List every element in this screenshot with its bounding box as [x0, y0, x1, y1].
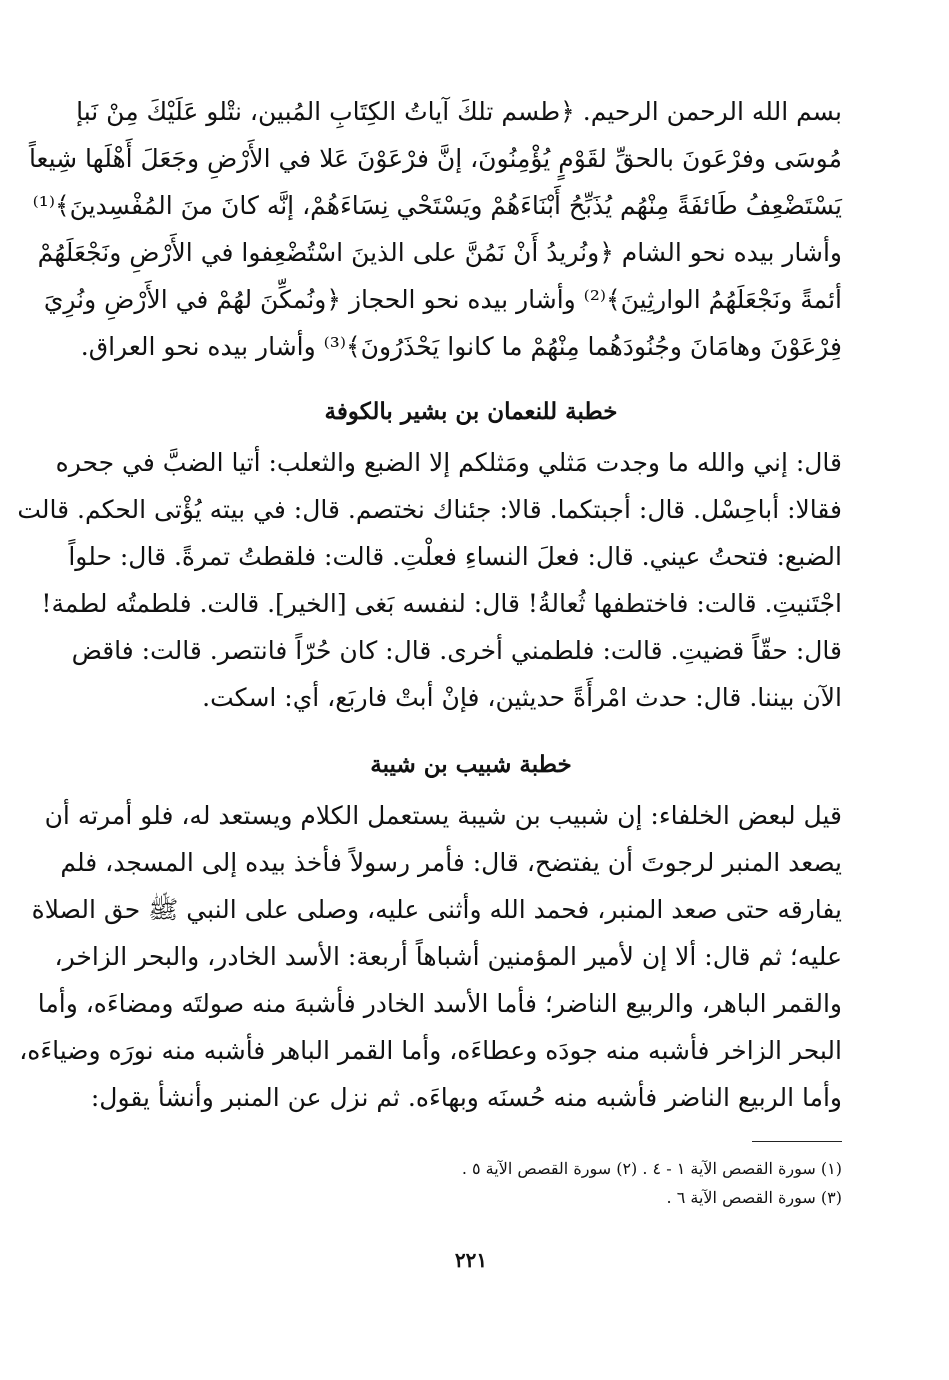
section-heading-shabib: خطبة شبيب بن شيبة: [370, 751, 572, 778]
text-line: مُوسَى وفرْعَونَ بالحقِّ لقَوْمٍ يُؤْمِنُونَ، إنَّ فرْعَوْنَ عَلا في الأَرْضِ وجَعَلَ أَهْلَها شِيعاً: [28, 144, 842, 173]
page-number: ٢٢١: [454, 1248, 488, 1272]
text-line: أئمةً ونَجْعَلَهُمُ الوارثِينَ﴾⁽²⁾ وأشار بيده نحو الحجاز ﴿ونُمكِّنَ لهُمْ في الأَرْضِ ونُرِيَ: [43, 285, 842, 314]
document-page: [17, 88, 842, 1272]
text-line: وأشار بيده نحو الشام ﴿ونُريدُ أَنْ نَمُنَّ على الذينَ اسْتُضْعِفوا في الأَرْضِ ونَجْعَلَهُمْ: [37, 238, 842, 267]
text-line: فِرْعَوْنَ وهامَانَ وجُنُودَهُما مِنْهُمْ ما كانوا يَحْذَرُونَ﴾⁽³⁾ وأشار بيده نحو العراق.: [80, 332, 842, 361]
text-line: والقمر الباهر، والربيع الناضر؛ فأما الأسد الخادر فأشبهَ منه صولتَه ومضاءَه، وأما: [37, 989, 842, 1018]
text-line: وأما الربيع الناضر فأشبه منه حُسنَه وبهاءَه. ثم نزل عن المنبر وأنشأ يقول:: [90, 1083, 842, 1112]
text-line: قيل لبعض الخلفاء: إن شبيب بن شيبة يستعمل الكلام ويستعد له، فلو أمرته أن: [44, 801, 842, 830]
footnote-line: (١) سورة القصص الآية ١ - ٤ . (٢) سورة القصص الآية ٥ .: [461, 1159, 842, 1178]
text-line: الآن بيننا. قال: حدث امْرأَةً حديثين، فإنْ أبتْ فاربَع، أي: اسكت.: [202, 683, 842, 712]
text-line: فقالا: أباحِسْل. قال: أجبتكما. قالا: جئناك نختصم. قال: في بيته يُؤْتى الحكم. قالت: [17, 495, 842, 524]
text-line: يفارقه حتى صعد المنبر، فحمد الله وأثنى عليه، وصلى على النبي ﷺ حق الصلاة: [31, 895, 842, 924]
text-line: البحر الزاخر فأشبه منه جودَه وعطاءَه، وأما القمر الباهر فأشبه منه نورَه وضياءَه،: [19, 1036, 842, 1065]
text-line: يصعد المنبر لرجوتَ أن يفتضح، قال: فأمر رسولاً فأخذ بيده إلى المسجد، فلم: [60, 848, 842, 877]
text-line: عليه؛ ثم قال: ألا إن لأمير المؤمنين أشباهاً أربعة: الأسد الخادر، والبحر الزاخر،: [54, 942, 842, 971]
text-line: بسم الله الرحمن الرحيم. ﴿طسم تلكَ آياتُ الكِتَابِ المُبين، نتْلو عَلَيْكَ مِنْ نَبإ: [76, 97, 842, 126]
footnote-line: (٣) سورة القصص الآية ٦ .: [666, 1188, 842, 1207]
text-line: يَسْتَضْعِفُ طَائفَةً مِنْهُم يُذَبِّحُ أَبْنَاءَهُمْ ويَسْتَحْي نِسَاءَهُمْ، إنَّه كانَ منَ المُفْسِدينَ﴾⁽¹⁾: [32, 191, 842, 220]
text-line: اجْتَنيتِ. قالت: فاختطفها ثُعالةُ! قال: لنفسه بَغى [الخير]. قالت. فلطمتُه لطمة!: [41, 589, 842, 618]
text-line: الضبع: فتحتُ عيني. قال: فعلَ النساءِ فعلْتِ. قالت: فلقطتُ تمرةً. قال: حلواً: [68, 542, 842, 571]
text-line: قال: إني والله ما وجدت مَثلي ومَثلكم إلا الضبع والثعلب: أتيا الضبَّ في جحره: [55, 448, 842, 477]
footnote-divider: [752, 1141, 842, 1142]
text-line: قال: حقّاً قضيتِ. قالت: فلطمني أخرى. قال: كان حُرّاً فانتصر. قالت: فاقض: [71, 636, 842, 665]
paragraph-numan-sermon: [17, 439, 842, 721]
section-heading-numan: خطبة للنعمان بن بشير بالكوفة: [324, 398, 618, 425]
footnotes: [100, 1154, 842, 1212]
paragraph-quran-opening: [28, 88, 842, 370]
paragraph-shabib-sermon: [19, 792, 842, 1121]
